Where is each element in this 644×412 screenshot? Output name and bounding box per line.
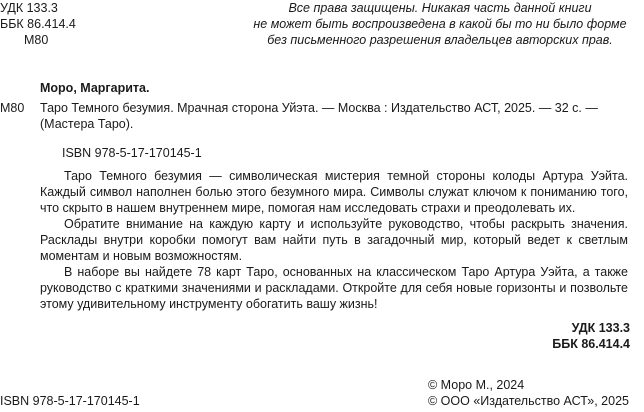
bottom-isbn: ISBN 978-5-17-170145-1: [0, 394, 140, 408]
record-title-line-1: Таро Темного безумия. Мрачная сторона Уйэта. — Москва : Издательство АСТ, 2025. — 32 с. —: [40, 101, 598, 115]
record-title-line-2: (Мастера Таро).: [40, 117, 134, 131]
annotation-paragraph: Таро Темного безумия — символическая мистерия темной стороны колоды Артура Уэйта. Каждый символ наполнен болью этого безумного мира. Символы служат ключом к пониманию того, что скрыто в нашем внутреннем мире, помогая нам исследовать страхи и преодолевать их.: [40, 169, 628, 215]
rights-line-2: не может быть воспроизведена в какой бы то ни было форме: [253, 17, 627, 31]
bbk-code: ББК 86.414.4: [0, 17, 76, 31]
annotation: [40, 168, 628, 312]
record-mark: М80: [0, 101, 25, 115]
footer-udk: УДК 133.3: [571, 321, 630, 335]
record-title: [40, 100, 632, 132]
rights-line-1: Все права защищены. Никакая часть данной книги: [288, 1, 592, 15]
annotation-paragraph: Обратите внимание на каждую карту и используйте руководство, чтобы раскрыть значения. Расклады внутри коробки помогут вам найти путь в загадочный мир, который ведет к светлым моментам и новым возможностям.: [40, 217, 628, 263]
footer-bbk: ББК 86.414.4: [552, 337, 630, 351]
copyright-publisher: © ООО «Издательство АСТ», 2025: [428, 394, 629, 408]
rights-line-3: без письменного разрешения владельцев авторских прав.: [267, 33, 613, 47]
annotation-paragraph: В наборе вы найдете 78 карт Таро, основанных на классическом Таро Артура Уэйта, а также руководство с краткими значениями и раскладами. Откройте для себя новые горизонты и позвольте этому удивительному инструменту обогатить вашу жизнь!: [40, 265, 628, 311]
udk-code: УДК 133.3: [0, 1, 58, 15]
record-author: Моро, Маргарита.: [40, 81, 150, 95]
record-isbn: ISBN 978-5-17-170145-1: [62, 146, 202, 160]
author-mark: М80: [24, 33, 49, 47]
rights-notice: [250, 0, 630, 48]
copyright-author: © Моро М., 2024: [428, 378, 525, 392]
